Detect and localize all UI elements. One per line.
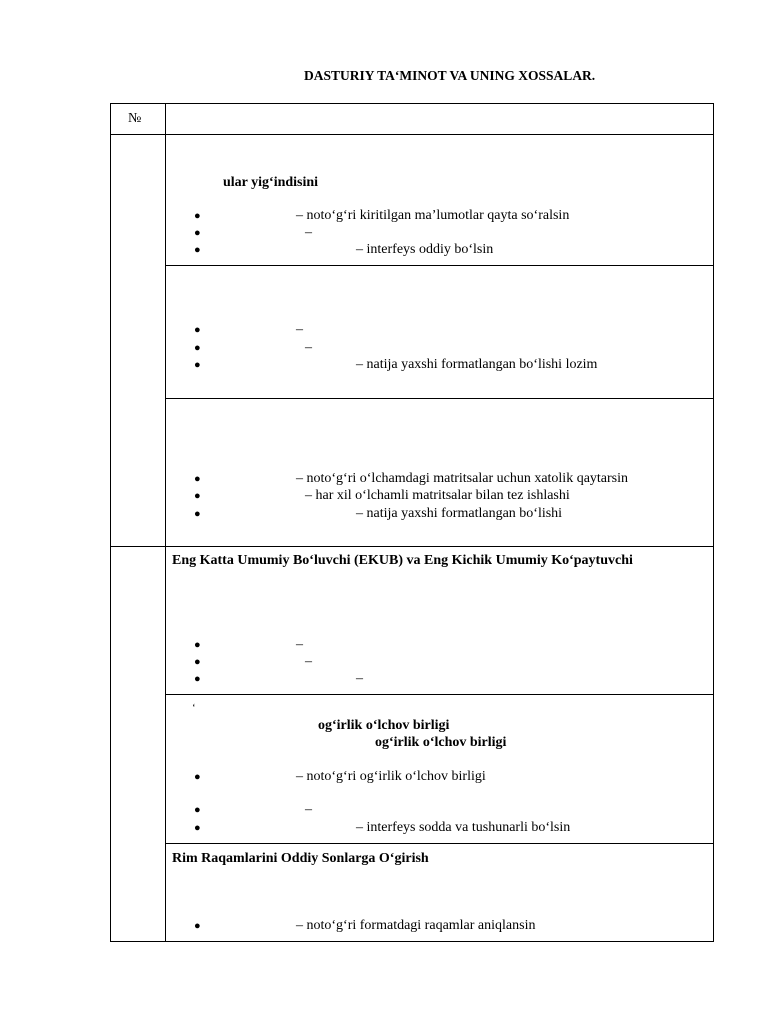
bullet-icon: ● [194, 244, 201, 256]
list-item: – [305, 802, 312, 817]
bullet-icon: ● [194, 210, 201, 222]
list-item: – [305, 340, 312, 355]
row-divider [165, 265, 714, 266]
list-item: – har xil o‘lchamli matritsalar bilan tez ishlashi [305, 488, 570, 503]
table-border-right [713, 103, 714, 942]
column-divider [165, 103, 166, 942]
section-heading-line: og‘irlik o‘lchov birligi [318, 718, 450, 733]
bullet-icon: ● [194, 822, 201, 834]
bullet-icon: ● [194, 673, 201, 685]
section-heading: ular yig‘indisini [223, 175, 319, 190]
list-item: – [356, 671, 363, 686]
list-item: – noto‘g‘ri o‘lchamdagi matritsalar uchun xatolik qaytarsin [296, 471, 629, 486]
row-divider [165, 398, 714, 399]
list-item: – [305, 225, 312, 240]
section-heading-line: og‘irlik o‘lchov birligi [375, 735, 507, 750]
bullet-icon: ● [194, 639, 201, 651]
bullet-icon: ● [194, 342, 201, 354]
document-title: DASTURIY TA‘MINOT VA UNING XOSSALAR. [304, 68, 596, 83]
section-heading: Rim Raqamlarini Oddiy Sonlarga O‘girish [172, 851, 429, 866]
section-heading: Eng Katta Umumiy Bo‘luvchi (EKUB) va Eng Kichik Umumiy Ko‘paytuvchi [172, 553, 633, 568]
list-item: – interfeys sodda va tushunarli bo‘lsin [356, 820, 571, 835]
row-divider [110, 546, 714, 547]
list-item: – noto‘g‘ri og‘irlik o‘lchov birligi [296, 769, 486, 784]
bullet-icon: ● [194, 920, 201, 932]
list-item: – [296, 322, 303, 337]
bullet-icon: ● [194, 508, 201, 520]
list-item: – noto‘g‘ri kiritilgan ma’lumotlar qayta so‘ralsin [296, 208, 570, 223]
table-header-divider [110, 134, 714, 135]
table-border-top [110, 103, 714, 104]
bullet-icon: ● [194, 656, 201, 668]
list-item: – [296, 637, 303, 652]
bullet-icon: ● [194, 771, 201, 783]
bullet-icon: ● [194, 359, 201, 371]
list-item: – natija yaxshi formatlangan bo‘lishi lozim [356, 357, 598, 372]
list-item: – [305, 654, 312, 669]
row-divider [165, 694, 714, 695]
bullet-icon: ● [194, 227, 201, 239]
list-item: – interfeys oddiy bo‘lsin [356, 242, 494, 257]
bullet-icon: ● [194, 473, 201, 485]
list-item: – natija yaxshi formatlangan bo‘lishi [356, 506, 563, 521]
table-border-left [110, 103, 111, 942]
quote-mark: ‘ [192, 702, 196, 714]
number-header: № [128, 111, 142, 126]
bullet-icon: ● [194, 804, 201, 816]
bullet-icon: ● [194, 490, 201, 502]
list-item: – noto‘g‘ri formatdagi raqamlar aniqlansin [296, 918, 536, 933]
bullet-icon: ● [194, 324, 201, 336]
table-border-bottom [110, 941, 714, 942]
row-divider [165, 843, 714, 844]
